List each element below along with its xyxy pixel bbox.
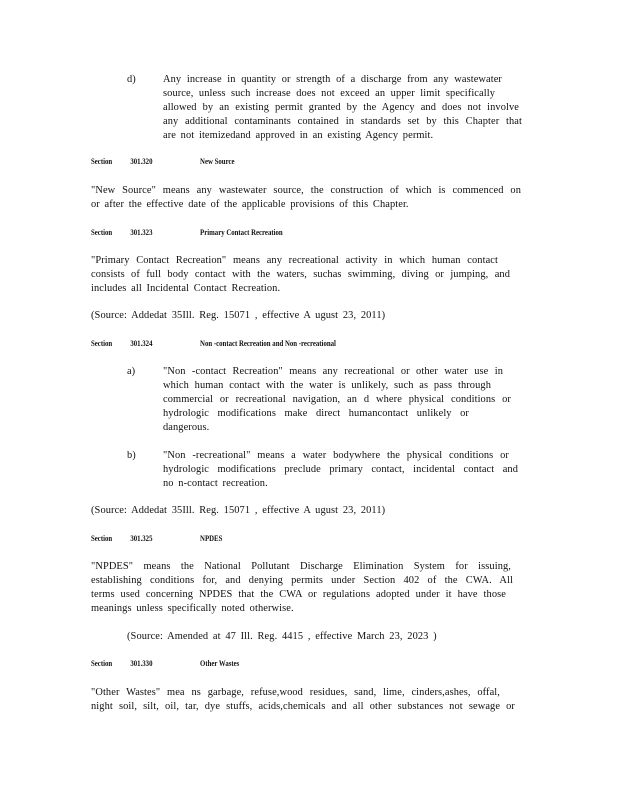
item-b-line-1: "Non -recreational" means a water bodywhere the physical conditions or [163,450,509,461]
section-323-line-2: consists of full body contact with the waters, suchas swimming, diving or jumping, and [91,269,510,280]
section-325-source: (Source: Amended at 47 Ill. Reg. 4415 , effective March 23, 2023 ) [127,631,437,642]
section-323-line-3: includes all Incidental Contact Recreation. [91,283,281,294]
section-330-line-2: night soil, silt, oil, tar, dye stuffs, acids,chemicals and all other substances not sewage or [91,701,515,712]
section-325-line-2: establishing conditions for, and denying permits under Section 402 of the CWA. All [91,575,513,586]
section-323-line-1: "Primary Contact Recreation" means any recreational activity in which human contact [91,255,498,266]
section-325-line-3: terms used concerning NPDES that the CWA or regulations adopted under it have those [91,589,506,600]
item-a-line-1: "Non -contact Recreation" means any recreational or other water use in [163,366,503,377]
section-320-line-1: "New Source" means any wastewater source, the construction of which is commenced on [91,185,521,196]
section-325-heading [91,534,222,543]
section-title: Other Wastes [200,659,240,668]
item-d-line-5: are not itemizedand approved in an existing Agency permit. [163,130,434,141]
item-d-line-1: Any increase in quantity or strength of a discharge from any wastewater [163,74,502,85]
section-320-heading [91,157,235,166]
section-323-heading [91,228,283,237]
section-title: New Source [200,157,235,166]
section-word: Section [91,659,113,668]
item-d-line-2: source, unless such increase does not exceed an upper limit specifically [163,88,495,99]
section-number: 301.330 [130,659,153,668]
section-title: Non -contact Recreation and Non -recreational [200,339,336,348]
item-b-line-3: no n-contact recreation. [163,478,268,489]
section-324-heading [91,339,336,348]
section-number: 301.325 [130,534,153,543]
section-number: 301.323 [130,228,153,237]
section-word: Section [91,534,113,543]
item-b-label: b) [127,450,136,461]
section-title: Primary Contact Recreation [200,228,283,237]
section-323-source: (Source: Addedat 35Ill. Reg. 15071 , effective A ugust 23, 2011) [91,310,386,321]
item-a-line-4: hydrologic modifications make direct humancontact unlikely or [163,408,469,419]
item-a-line-2: which human contact with the water is unlikely, such as pass through [163,380,491,391]
section-320-line-2: or after the effective date of the applicable provisions of this Chapter. [91,199,409,210]
item-a-line-5: dangerous. [163,422,210,433]
section-325-line-4: meanings unless specifically noted otherwise. [91,603,294,614]
section-324-source: (Source: Addedat 35Ill. Reg. 15071 , effective A ugust 23, 2011) [91,505,386,516]
section-330-heading [91,659,239,668]
section-word: Section [91,157,113,166]
item-d-label: d) [127,74,136,85]
section-word: Section [91,228,113,237]
section-330-line-1: "Other Wastes" mea ns garbage, refuse,wood residues, sand, lime, cinders,ashes, offal, [91,687,500,698]
item-b-line-2: hydrologic modifications preclude primary contact, incidental contact and [163,464,518,475]
item-d-line-4: any additional contaminants contained in standards set by this Chapter that [163,116,522,127]
item-a-line-3: commercial or recreational navigation, an d where physical conditions or [163,394,511,405]
section-word: Section [91,339,113,348]
section-325-line-1: "NPDES" means the National Pollutant Discharge Elimination System for issuing, [91,561,511,572]
item-d-line-3: allowed by an existing permit granted by the Agency and does not involve [163,102,519,113]
section-number: 301.324 [130,339,153,348]
section-title: NPDES [200,534,223,543]
section-number: 301.320 [130,157,153,166]
item-a-label: a) [127,366,136,377]
